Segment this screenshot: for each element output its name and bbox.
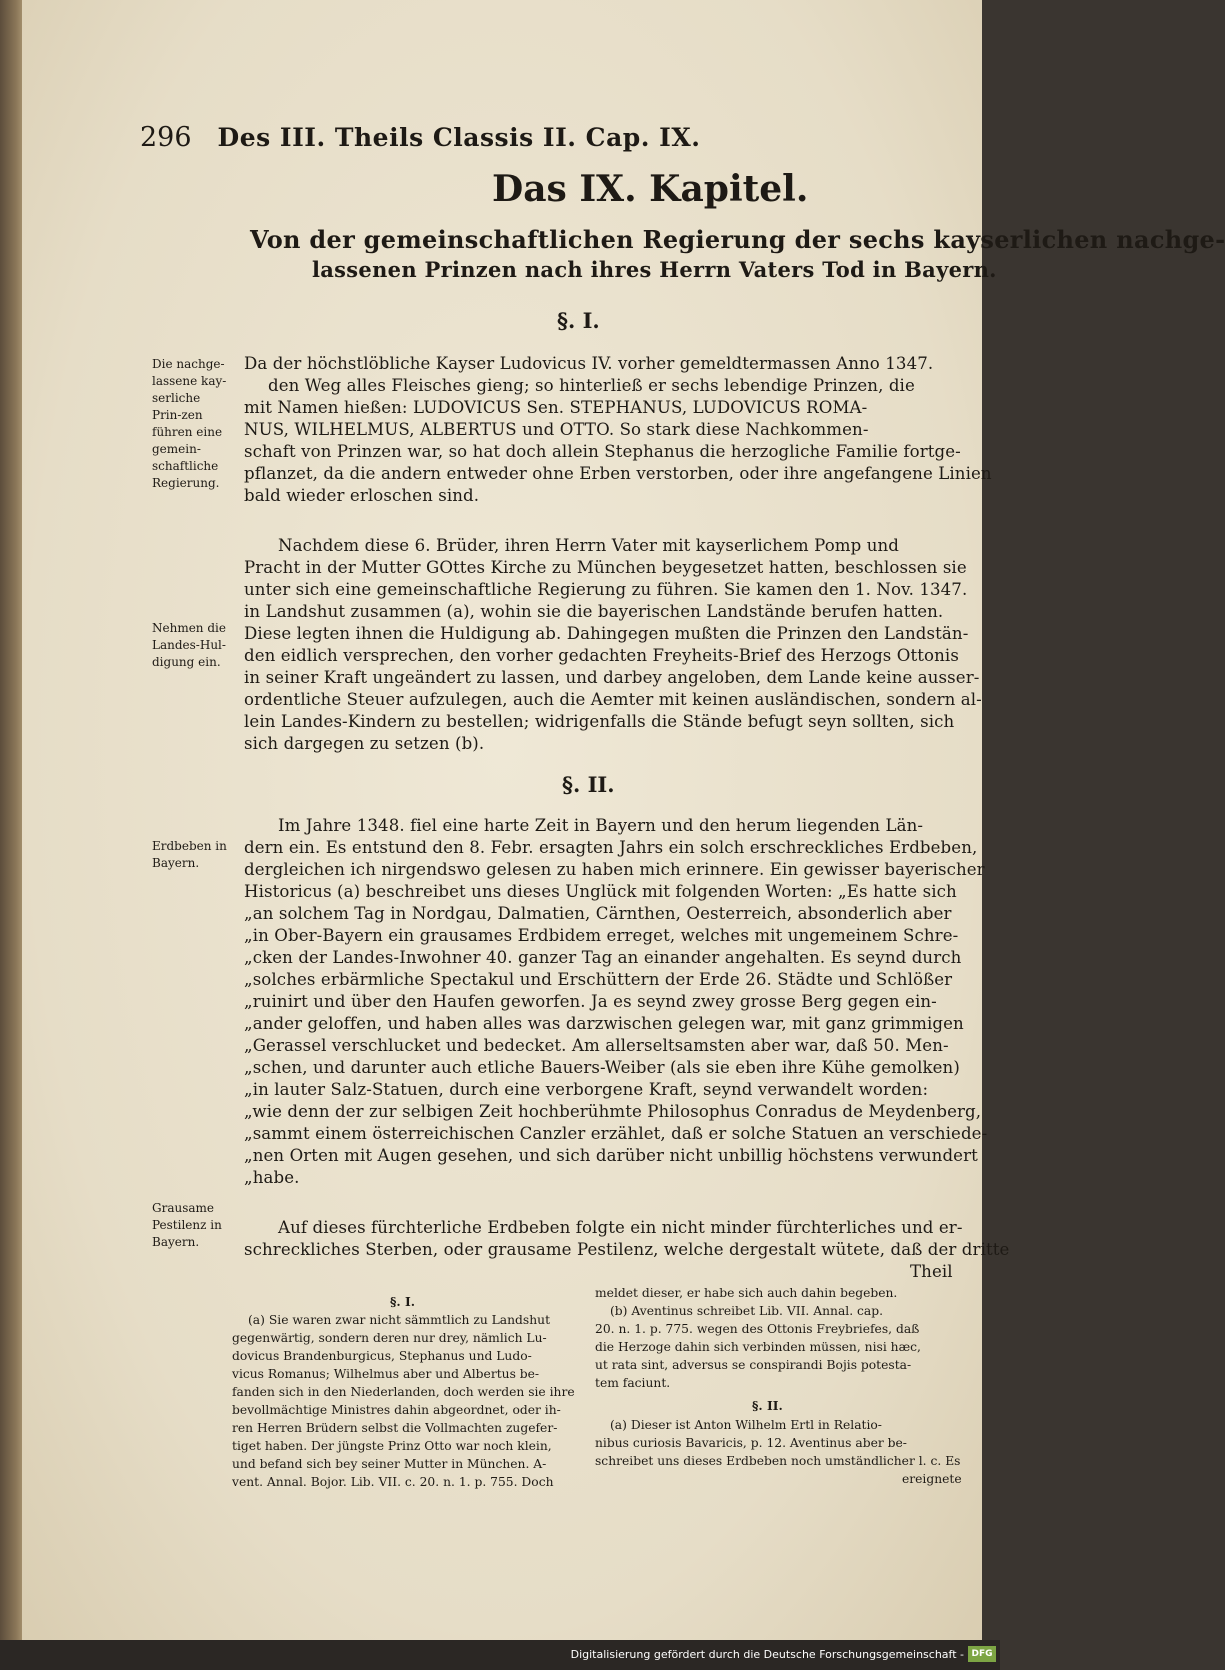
footnote-line: vent. Annal. Bojor. Lib. VII. c. 20. n. 1. p. 755. Doch (232, 1475, 554, 1489)
body-line: schaft von Prinzen war, so hat doch allein Stephanus die herzogliche Familie fortge- (244, 442, 961, 461)
body-line: „cken der Landes-Inwohner 40. ganzer Tag an einander angehalten. Es seynd durch (244, 948, 962, 967)
body-line: NUS, WILHELMUS, ALBERTUS und OTTO. So stark diese Nachkommen- (244, 420, 869, 439)
footnote-line: nibus curiosis Bavaricis, p. 12. Aventinus aber be- (595, 1436, 907, 1450)
body-line: ordentliche Steuer aufzulegen, auch die Aemter mit keinen ausländischen, sondern al- (244, 690, 982, 709)
body-line: „in Ober-Bayern ein grausames Erdbidem erreget, welches mit ungemeinem Schre- (244, 926, 959, 945)
page-number: 296 (140, 122, 192, 153)
footnote-line: ren Herren Brüdern selbst die Vollmachten zugefer- (232, 1421, 558, 1435)
body-line: bald wieder erloschen sind. (244, 486, 480, 505)
footnote-line: dovicus Brandenburgicus, Stephanus und Ludo- (232, 1349, 532, 1363)
dfg-logo: DFG (968, 1646, 996, 1662)
body-line: „wie denn der zur selbigen Zeit hochberühmte Philosophus Conradus de Meydenberg, (244, 1102, 982, 1121)
body-line: dergleichen ich nirgendswo gelesen zu haben mich erinnere. Ein gewisser bayerischer (244, 860, 985, 879)
body-line: Auf dieses fürchterliche Erdbeben folgte ein nicht minder fürchterliches und er- (278, 1218, 963, 1237)
body-line: schreckliches Sterben, oder grausame Pestilenz, welche dergestalt wütete, daß der dritte (244, 1240, 1010, 1259)
footnote-line: 20. n. 1. p. 775. wegen des Ottonis Freybriefes, daß (595, 1322, 920, 1336)
chapter-subtitle-line-2: lassenen Prinzen nach ihres Herrn Vaters Tod in Bayern. (312, 257, 997, 282)
body-line: Im Jahre 1348. fiel eine harte Zeit in Bayern und den herum liegenden Län- (278, 816, 924, 835)
chapter-subtitle-line-1: Von der gemeinschaftlichen Regierung der sechs kayserlichen nachge- (250, 225, 1225, 254)
body-line: Nachdem diese 6. Brüder, ihren Herrn Vater mit kayserlichem Pomp und (278, 536, 900, 555)
footnote-line: fanden sich in den Niederlanden, doch werden sie ihre (232, 1385, 575, 1399)
body-line: pflanzet, da die andern entweder ohne Erben verstorben, oder ihre angefangene Linien (244, 464, 992, 483)
body-line: in Landshut zusammen (a), wohin sie die bayerischen Landstände berufen hatten. (244, 602, 944, 621)
body-line: den Weg alles Fleisches gieng; so hinterließ er sechs lebendige Prinzen, die (268, 376, 915, 395)
footnote-line: (b) Aventinus schreibet Lib. VII. Annal. cap. (610, 1304, 884, 1318)
body-line: dern ein. Es entstund den 8. Febr. ersagten Jahrs ein solch erschreckliches Erdbeben, (244, 838, 978, 857)
footnote-line: tiget haben. Der jüngste Prinz Otto war noch klein, (232, 1439, 552, 1453)
body-line: sich dargegen zu setzen (b). (244, 734, 485, 753)
margin-note: Die nachge-lassene kay-serliche Prin-zen führen eine gemein-schaftliche Regierung. (152, 357, 227, 490)
body-line: „Gerassel verschlucket und bedecket. Am allerseltsamsten aber war, daß 50. Men- (244, 1036, 949, 1055)
body-line: „in lauter Salz-Statuen, durch eine verborgene Kraft, seynd verwandelt worden: (244, 1080, 929, 1099)
footnote-line: die Herzoge dahin sich verbinden müssen, nisi hæc, (595, 1340, 921, 1354)
body-line: „schen, und darunter auch etliche Bauers-Weiber (als sie eben ihre Kühe gemolken) (244, 1058, 960, 1077)
footnote-line: ut rata sint, adversus se conspirandi Bojis potesta- (595, 1358, 912, 1372)
body-line: mit Namen hießen: LUDOVICUS Sen. STEPHANUS, LUDOVICUS ROMA- (244, 398, 868, 417)
body-line: Diese legten ihnen die Huldigung ab. Dahingegen mußten die Prinzen den Landstän- (244, 624, 969, 643)
body-line: „ander geloffen, und haben alles was darzwischen gelegen war, mit ganz grimmigen (244, 1014, 964, 1033)
footnote-catchword: ereignete (902, 1472, 962, 1486)
footnote-line: (a) Sie waren zwar nicht sämmtlich zu Landshut (248, 1313, 551, 1327)
footnote-line: gegenwärtig, sondern deren nur drey, nämlich Lu- (232, 1331, 547, 1345)
footnote-line: (a) Dieser ist Anton Wilhelm Ertl in Relatio- (610, 1418, 882, 1432)
footnote-line: bevollmächtige Ministres dahin abgeordnet, oder ih- (232, 1403, 561, 1417)
footnote-heading-right: §. II. (752, 1398, 783, 1413)
body-line: Pracht in der Mutter GOttes Kirche zu München beygesetzet hatten, beschlossen sie (244, 558, 967, 577)
footnote-line: schreibet uns dieses Erdbeben noch umständlicher l. c. Es (595, 1454, 961, 1468)
footnote-line: vicus Romanus; Wilhelmus aber und Albertus be- (232, 1367, 540, 1381)
body-line: „sammt einem österreichischen Canzler erzählet, daß er solche Statuen an verschiede- (244, 1124, 988, 1143)
footnote-line: meldet dieser, er habe sich auch dahin begeben. (595, 1286, 898, 1300)
body-line: „an solchem Tag in Nordgau, Dalmatien, Cärnthen, Oesterreich, absonderlich aber (244, 904, 952, 923)
margin-note: Nehmen die Landes-Hul-digung ein. (152, 621, 226, 669)
footnote-heading-left: §. I. (390, 1294, 416, 1309)
running-title: Des III. Theils Classis II. Cap. IX. (217, 123, 701, 152)
body-line: „ruinirt und über den Haufen geworfen. Ja es seynd zwey grosse Berg gegen ein- (244, 992, 937, 1011)
section-heading-1: §. I. (557, 308, 600, 333)
digitization-footer (0, 1640, 1000, 1670)
body-line: „nen Orten mit Augen gesehen, und sich darüber nicht unbillig höchstens verwundert (244, 1146, 978, 1165)
footnote-line: tem faciunt. (595, 1376, 671, 1390)
footnote-line: und befand sich bey seiner Mutter in München. A- (232, 1457, 547, 1471)
body-line: „solches erbärmliche Spectakul und Erschüttern der Erde 26. Städte und Schlößer (244, 970, 953, 989)
funding-credit: Digitalisierung gefördert durch die Deutsche Forschungsgemeinschaft - (570, 1648, 964, 1661)
body-line: unter sich eine gemeinschaftliche Regierung zu führen. Sie kamen den 1. Nov. 1347. (244, 580, 968, 599)
body-line: „habe. (244, 1168, 300, 1187)
body-line: den eidlich versprechen, den vorher gedachten Freyheits-Brief des Herzogs Ottonis (244, 646, 959, 665)
body-line: Historicus (a) beschreibet uns dieses Unglück mit folgenden Worten: „Es hatte sich (244, 882, 957, 901)
body-line: in seiner Kraft ungeändert zu lassen, und darbey angeloben, dem Lande keine ausser- (244, 668, 980, 687)
body-line: lein Landes-Kindern zu bestellen; widrigenfalls die Stände befugt seyn sollten, sich (244, 712, 955, 731)
margin-note: Erdbeben in Bayern. (152, 839, 227, 870)
margin-note: Grausame Pestilenz in Bayern. (152, 1201, 222, 1249)
running-header (140, 122, 700, 153)
catchword: Theil (910, 1262, 953, 1281)
section-heading-2: §. II. (562, 772, 615, 797)
chapter-title: Das IX. Kapitel. (492, 168, 809, 210)
book-page (22, 0, 1225, 1640)
body-line: Da der höchstlöbliche Kayser Ludovicus IV. vorher gemeldtermassen Anno 1347. (244, 354, 934, 373)
